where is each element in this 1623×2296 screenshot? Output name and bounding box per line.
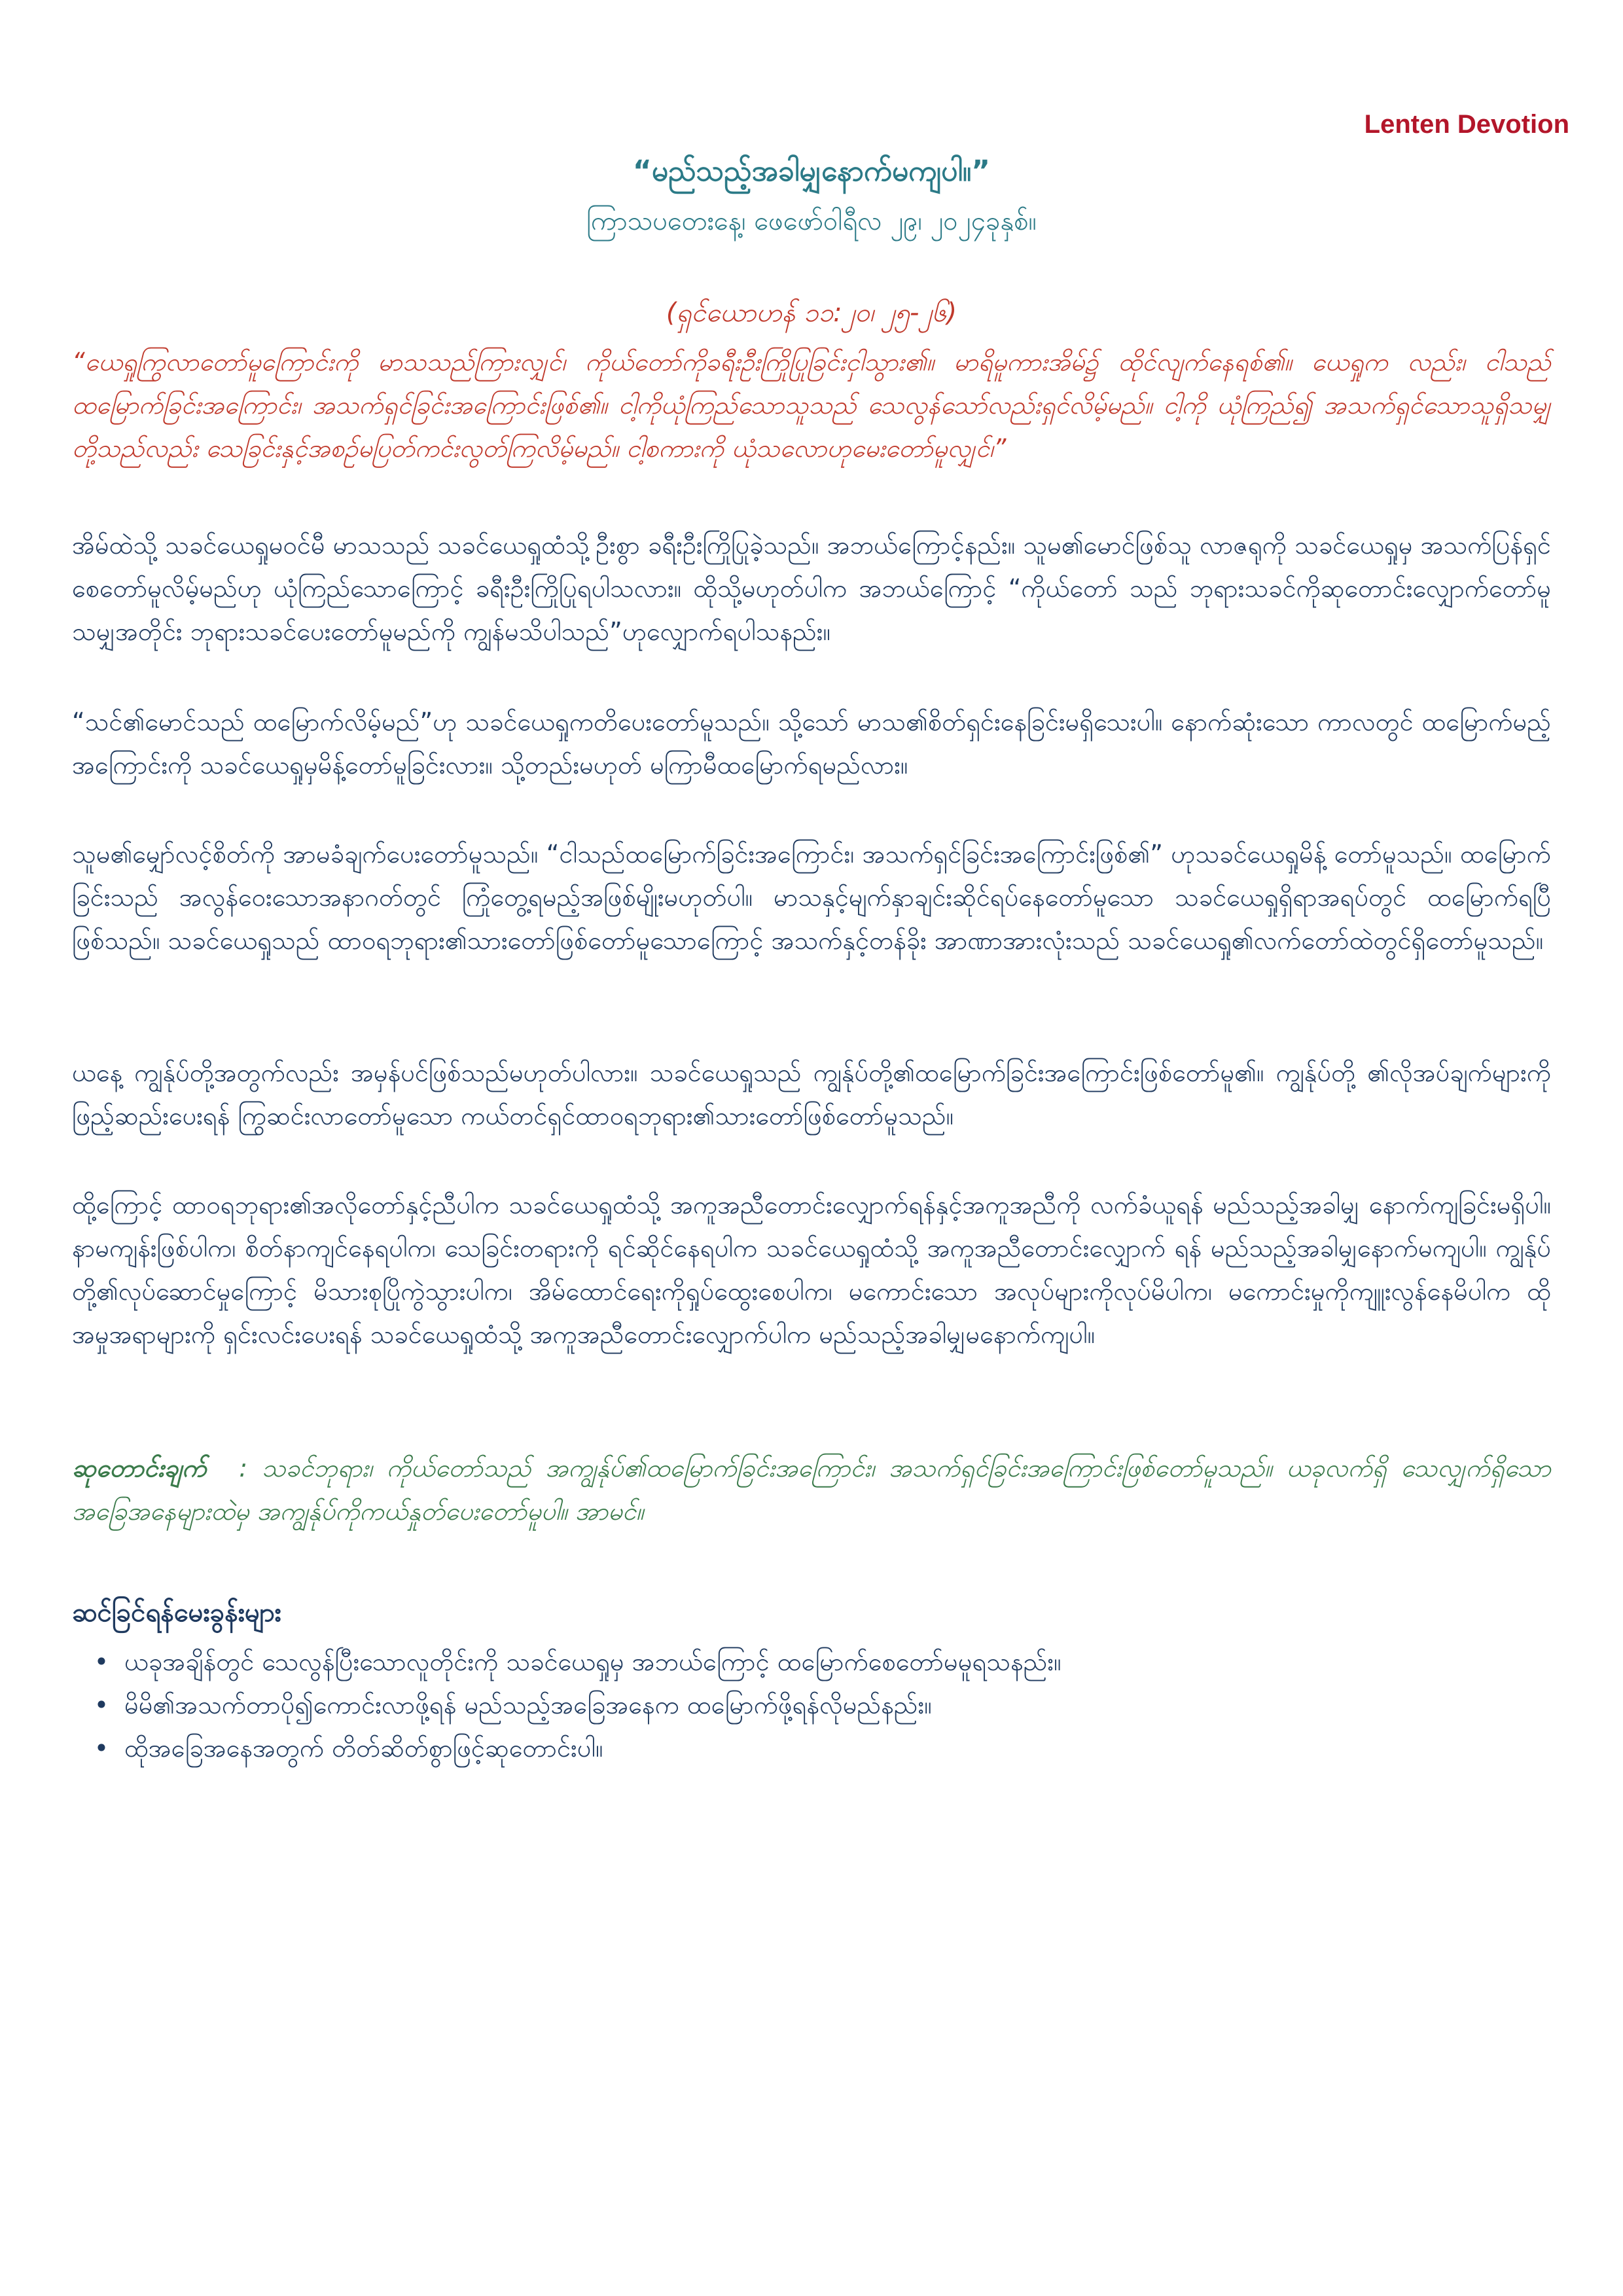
prayer-section — [72, 1446, 1551, 1533]
paragraph-3: သူမ၏မျှော်လင့်စိတ်ကို အာမခံချက်ပေးတော်မူသည်။ “ငါသည်ထမြောက်ခြင်းအကြောင်း၊ အသက်ရှင်ခြင်းအကြောင်းဖြစ်၏” ဟုသခင်ယေရှုမိန့် တော်မူသည်။ ထမြောက်ခြင်းသည် အလွန်ဝေးသောအနာဂတ်တွင် ကြုံတွေ့ရမည့်အဖြစ်မျိုးမဟုတ်ပါ။ မာသနှင့်မျက်နှာချင်းဆိုင်ရပ်နေတော်မူသော သခင်ယေရှုရှိရာအရပ်တွင် ထမြောက်ရပြီဖြစ်သည်။ သခင်ယေရှုသည် ထာဝရဘုရား၏သားတော်ဖြစ်တော်မူသောကြောင့် အသက်နှင့်တန်ခိုး အာဏာအားလုံးသည် သခင်ယေရှု၏လက်တော်ထဲတွင်ရှိတော်မူသည်။ — [72, 840, 1551, 955]
prayer-label: ဆုတောင်းချက် — [72, 1454, 207, 1482]
questions-title: ဆင်ခြင်ရန်မေးခွန်းများ — [72, 1598, 281, 1628]
list-item — [72, 1727, 1551, 1770]
date-line: ကြာသပတေးနေ့၊ ဖေဖော်ဝါရီလ ၂၉၊ ၂၀၂၄ခုနှစ်။ — [586, 206, 1037, 236]
scripture-reference: (ရှင်ယောဟန် ၁၁:၂၀၊ ၂၅-၂၆) — [666, 298, 957, 328]
paragraph-4: ယနေ့ ကျွန်ုပ်တို့အတွက်လည်း အမှန်ပင်ဖြစ်သည်မဟုတ်ပါလား။ သခင်ယေရှုသည် ကျွန်ုပ်တို့၏ထမြောက်ခြင်းအကြောင်းဖြစ်တော်မူ၏။ ကျွန်ုပ်တို့ ၏လိုအပ်ချက်များကို ဖြည့်ဆည်းပေးရန် ကြွဆင်းလာတော်မူသော ကယ်တင်ရှင်ထာဝရဘုရား၏သားတော်ဖြစ်တော်မူသည်။ — [72, 1058, 1551, 1130]
bullet-icon: • — [94, 1647, 109, 1676]
list-item — [72, 1640, 1551, 1683]
question-text: ထိုအခြေအနေအတွက် တိတ်ဆိတ်စွာဖြင့်ဆုတောင်းပါ။ — [124, 1734, 603, 1763]
question-text: မိမိ၏အသက်တာပို၍ကောင်းလာဖို့ရန် မည်သည့်အခြေအနေက ထမြောက်ဖို့ရန်လိုမည်နည်း။ — [124, 1691, 932, 1719]
list-item — [72, 1683, 1551, 1727]
scripture-text: “ယေရှုကြွလာတော်မူကြောင်းကို မာသသည်ကြားလျှင်၊ ကိုယ်တော်ကိုခရီးဦးကြိုပြုခြင်းငှါသွား၏။ မာရိမူကားအိမ်၌ ထိုင်လျက်နေရစ်၏။ ယေရှုက လည်း၊ ငါသည်ထမြောက်ခြင်းအကြောင်း၊ အသက်ရှင်ခြင်းအကြောင်းဖြစ်၏။ ငါ့ကိုယုံကြည်သောသူသည် သေလွန်သော်လည်းရှင်လိမ့်မည်။ ငါ့ကို ယုံကြည်၍ အသက်ရှင်သောသူရှိသမျှတို့သည်လည်း သေခြင်းနှင့်အစဉ်မပြတ်ကင်းလွတ်ကြလိမ့်မည်။ ငါ့စကားကို ယုံသလောဟုမေးတော်မူလျှင်၊” — [72, 348, 1551, 463]
questions-list — [72, 1640, 1551, 1770]
paragraph-5: ထို့ကြောင့် ထာဝရဘုရား၏အလိုတော်နှင့်ညီပါက သခင်ယေရှုထံသို့ အကူအညီတောင်းလျှောက်ရန်နှင့်အကူအညီကို လက်ခံယူရန် မည်သည့်အခါမျှ နောက်ကျခြင်းမရှိပါ။ နာမကျန်းဖြစ်ပါက၊ စိတ်နာကျင်နေရပါက၊ သေခြင်းတရားကို ရင်ဆိုင်နေရပါက သခင်ယေရှုထံသို့ အကူအညီတောင်းလျှောက် ရန် မည်သည့်အခါမျှနောက်မကျပါ။ ကျွန်ုပ်တို့၏လုပ်ဆောင်မှုကြောင့် မိသားစုပြိုကွဲသွားပါက၊ အိမ်ထောင်ရေးကိုရှုပ်ထွေးစေပါက၊ မကောင်းသော အလုပ်များကိုလုပ်မိပါက၊ မကောင်းမှုကိုကျူးလွန်နေမိပါက ထိုအမှုအရာများကို ရှင်းလင်းပေးရန် သခင်ယေရှုထံသို့ အကူအညီတောင်းလျှောက်ပါက မည်သည့်အခါမျှမနောက်ကျပါ။ — [72, 1191, 1551, 1349]
bullet-icon: • — [94, 1734, 109, 1763]
header-tag: Lenten Devotion — [1364, 110, 1569, 139]
prayer-text: : သခင်ဘုရား၊ ကိုယ်တော်သည် အကျွန်ုပ်၏ထမြောက်ခြင်းအကြောင်း၊ အသက်ရှင်ခြင်းအကြောင်းဖြစ်တော်မူသည်။ ယခုလက်ရှိ သေလျှက်ရှိသောအခြေအနေများထဲမှ အကျွန်ုပ်ကိုကယ်နှုတ်ပေးတော်မူပါ။ အာမင်။ — [72, 1454, 1551, 1526]
question-text: ယခုအချိန်တွင် သေလွန်ပြီးသောလူတိုင်းကို သခင်ယေရှုမှ အဘယ်ကြောင့် ထမြောက်စေတော်မမူရသနည်း။ — [124, 1647, 1061, 1676]
paragraph-2: “သင်၏မောင်သည် ထမြောက်လိမ့်မည်”ဟု သခင်ယေရှုကတိပေးတော်မူသည်။ သို့သော် မာသ၏စိတ်ရှင်းနေခြင်းမရှိသေးပါ။ နောက်ဆုံးသော ကာလတွင် ထမြောက်မည့်အကြောင်းကို သခင်ယေရှုမှမိန့်တော်မူခြင်းလား။ သို့တည်းမဟုတ် မကြာမီထမြောက်ရမည်လား။ — [72, 708, 1551, 780]
bullet-icon: • — [94, 1691, 109, 1719]
paragraph-1: အိမ်ထဲသို့ သခင်ယေရှုမဝင်မီ မာသသည် သခင်ယေရှုထံသို့ဦးစွာ ခရီးဦးကြိုပြုခဲ့သည်။ အဘယ်ကြောင့်နည်း။ သူမ၏မောင်ဖြစ်သူ လာဇရုကို သခင်ယေရှုမှ အသက်ပြန်ရှင်စေတော်မူလိမ့်မည်ဟု ယုံကြည်သောကြောင့် ခရီးဦးကြိုပြုရပါသလား။ ထိုသို့မဟုတ်ပါက အဘယ်ကြောင့် “ကိုယ်တော် သည် ဘုရားသခင်ကိုဆုတောင်းလျှောက်တော်မူသမျှအတိုင်း ဘုရားသခင်ပေးတော်မူမည်ကို ကျွန်မသိပါသည်”ဟုလျှောက်ရပါသနည်း။ — [72, 531, 1551, 646]
page-title: “မည်သည့်အခါမျှနောက်မကျပါ။” — [632, 154, 991, 188]
